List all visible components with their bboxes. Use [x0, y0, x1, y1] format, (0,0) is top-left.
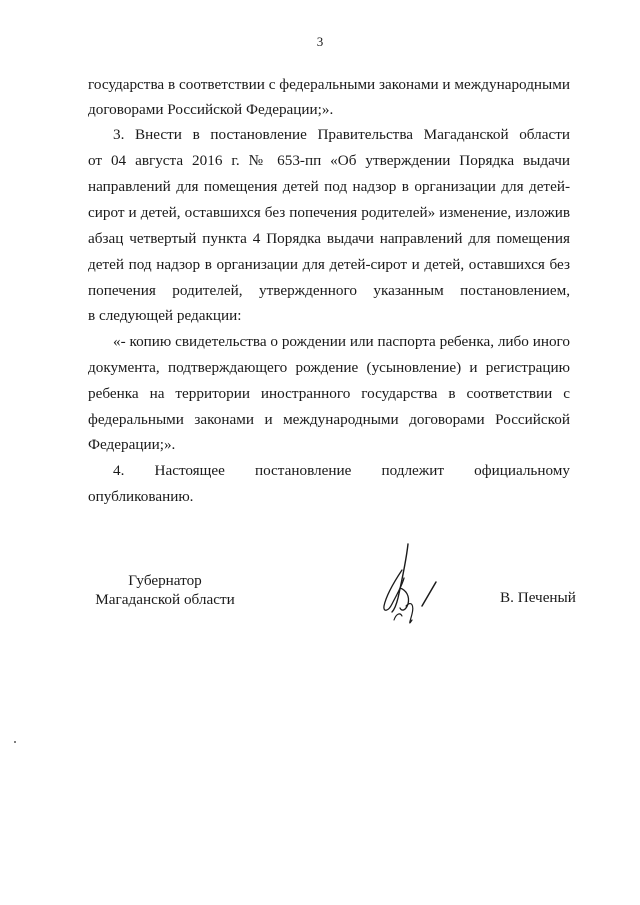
text-line: в следующей редакции:	[88, 307, 242, 324]
text-line: «- копию свидетельства о рождении или паспорта ребенка, либо иного	[113, 333, 570, 350]
text-line: от 04 августа 2016 г. № 653-пп «Об утверждении Порядка выдачи	[88, 152, 570, 169]
text-line: договорами Российской Федерации;».	[88, 101, 334, 118]
handwritten-signature	[372, 540, 444, 630]
text-line: направлений для помещения детей под надзор в организации для детей-	[88, 178, 570, 195]
page-number: 3	[316, 34, 324, 49]
text-line: детей под надзор в организации для детей-сирот и детей, оставшихся без	[88, 256, 570, 273]
text-line: государства в соответствии с федеральными законами и международными	[88, 76, 570, 93]
signatory-name: В. Печеный	[500, 589, 576, 606]
text-line: 3. Внести в постановление Правительства Магаданской области	[113, 126, 570, 143]
signatory-title: Губернатор	[128, 572, 202, 589]
scan-speck	[14, 741, 16, 743]
text-line: 4. Настоящее постановление подлежит официальному	[113, 462, 570, 479]
text-line: Федерации;».	[88, 436, 176, 453]
signatory-region: Магаданской области	[95, 591, 235, 608]
text-line: сирот и детей, оставшихся без попечения родителей» изменение, изложив	[88, 204, 570, 221]
text-line: документа, подтверждающего рождение (усыновление) и регистрацию	[88, 359, 570, 376]
text-line: федеральными законами и международными договорами Российской	[88, 411, 570, 428]
text-line: абзац четвертый пункта 4 Порядка выдачи направлений для помещения	[88, 230, 570, 247]
text-line: опубликованию.	[88, 488, 194, 505]
text-line: попечения родителей, утвержденного указанным постановлением,	[88, 282, 570, 299]
text-line: ребенка на территории иностранного государства в соответствии с	[88, 385, 570, 402]
